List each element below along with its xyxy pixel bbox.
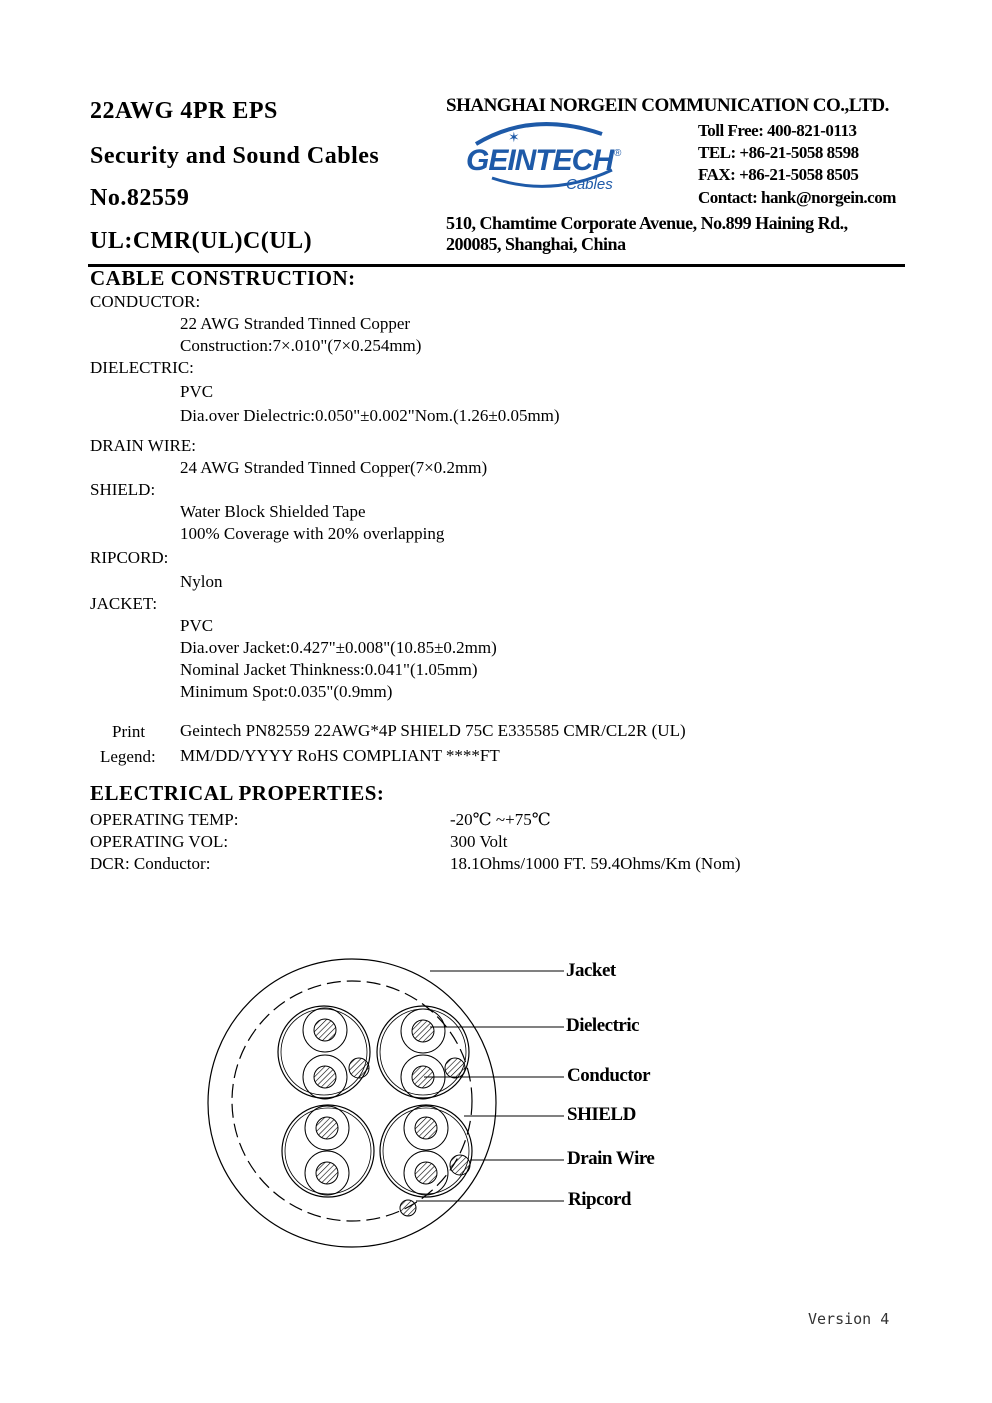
- jacket-material: PVC: [180, 616, 214, 635]
- dielectric-diameter: Dia.over Dielectric:0.050"±0.002"Nom.(1.26±0.05mm): [180, 406, 560, 425]
- jacket-diameter: Dia.over Jacket:0.427"±0.008"(10.85±0.2mm): [180, 638, 497, 657]
- shield-outline: [232, 981, 472, 1221]
- logo-text: GEINTECH: [466, 144, 614, 177]
- section-title-electrical: ELECTRICAL PROPERTIES:: [90, 781, 385, 805]
- telephone: TEL: +86-21-5058 8598: [698, 143, 859, 162]
- dielectric-material: PVC: [180, 382, 214, 401]
- operating-temp-value: -20℃ ~+75℃: [450, 810, 551, 829]
- dcr-label: DCR: Conductor:: [90, 854, 211, 873]
- logo-registered-mark: ®: [614, 148, 622, 159]
- dielectric-label: DIELECTRIC:: [90, 358, 194, 377]
- ripcord-label: RIPCORD:: [90, 548, 169, 567]
- conductor-label: CONDUCTOR:: [90, 292, 201, 311]
- drain-wire-spec: 24 AWG Stranded Tinned Copper(7×0.2mm): [180, 458, 488, 477]
- operating-vol-label: OPERATING VOL:: [90, 832, 229, 851]
- print-legend-line-1: Geintech PN82559 22AWG*4P SHIELD 75C E335585 CMR/CL2R (UL): [180, 721, 686, 740]
- toll-free: Toll Free: 400-821-0113: [698, 121, 857, 140]
- shield-material: Water Block Shielded Tape: [180, 502, 366, 521]
- version-label: Version 4: [808, 1310, 890, 1328]
- operating-vol-value: 300 Volt: [450, 832, 508, 851]
- product-line-2: Security and Sound Cables: [90, 143, 380, 169]
- pair-bottom-right: [380, 1105, 472, 1197]
- product-line-1: 22AWG 4PR EPS: [90, 98, 278, 124]
- diagram-label-ripcord: Ripcord: [568, 1189, 631, 1210]
- section-title-construction: CABLE CONSTRUCTION:: [90, 266, 356, 290]
- jacket-thickness: Nominal Jacket Thinkness:0.041"(1.05mm): [180, 660, 478, 679]
- print-legend-label-2: Legend:: [100, 747, 156, 766]
- pair-bottom-left: [282, 1105, 374, 1197]
- company-logo: [462, 118, 632, 200]
- print-legend-line-2: MM/DD/YYYY RoHS COMPLIANT ****FT: [180, 746, 500, 765]
- print-legend-label-1: Print: [112, 722, 146, 741]
- fax: FAX: +86-21-5058 8505: [698, 165, 859, 184]
- shield-coverage: 100% Coverage with 20% overlapping: [180, 524, 445, 543]
- drain-wire-label: DRAIN WIRE:: [90, 436, 196, 455]
- logo-sub: Cables: [566, 176, 613, 193]
- diagram-label-conductor: Conductor: [567, 1065, 651, 1086]
- svg-text:✶: ✶: [508, 130, 520, 146]
- conductor-spec: 22 AWG Stranded Tinned Copper: [180, 314, 411, 333]
- address-line-2: 200085, Shanghai, China: [446, 234, 626, 254]
- shield-label: SHIELD:: [90, 480, 156, 499]
- company-name: SHANGHAI NORGEIN COMMUNICATION CO.,LTD.: [446, 95, 889, 116]
- jacket-label: JACKET:: [90, 594, 158, 613]
- diagram-label-jacket: Jacket: [566, 960, 616, 981]
- contact-email: Contact: hank@norgein.com: [698, 188, 896, 207]
- operating-temp-label: OPERATING TEMP:: [90, 810, 239, 829]
- jacket-outline: [208, 959, 496, 1247]
- dcr-value: 18.1Ohms/1000 FT. 59.4Ohms/Km (Nom): [450, 854, 741, 873]
- ul-listing: UL:CMR(UL)C(UL): [90, 228, 313, 254]
- jacket-minimum-spot: Minimum Spot:0.035"(0.9mm): [180, 682, 393, 701]
- diagram-label-dielectric: Dielectric: [566, 1015, 640, 1036]
- address-line-1: 510, Chamtime Corporate Avenue, No.899 Haining Rd.,: [446, 213, 848, 233]
- conductor-construction: Construction:7×.010"(7×0.254mm): [180, 336, 422, 355]
- ripcord-material: Nylon: [180, 572, 223, 591]
- pair-top-left: [278, 1006, 370, 1099]
- part-number: No.82559: [90, 185, 190, 211]
- pair-top-right: [377, 1006, 469, 1099]
- diagram-label-drain-wire: Drain Wire: [567, 1148, 655, 1169]
- ripcord-circle: [400, 1200, 416, 1216]
- diagram-label-shield: SHIELD: [567, 1104, 636, 1125]
